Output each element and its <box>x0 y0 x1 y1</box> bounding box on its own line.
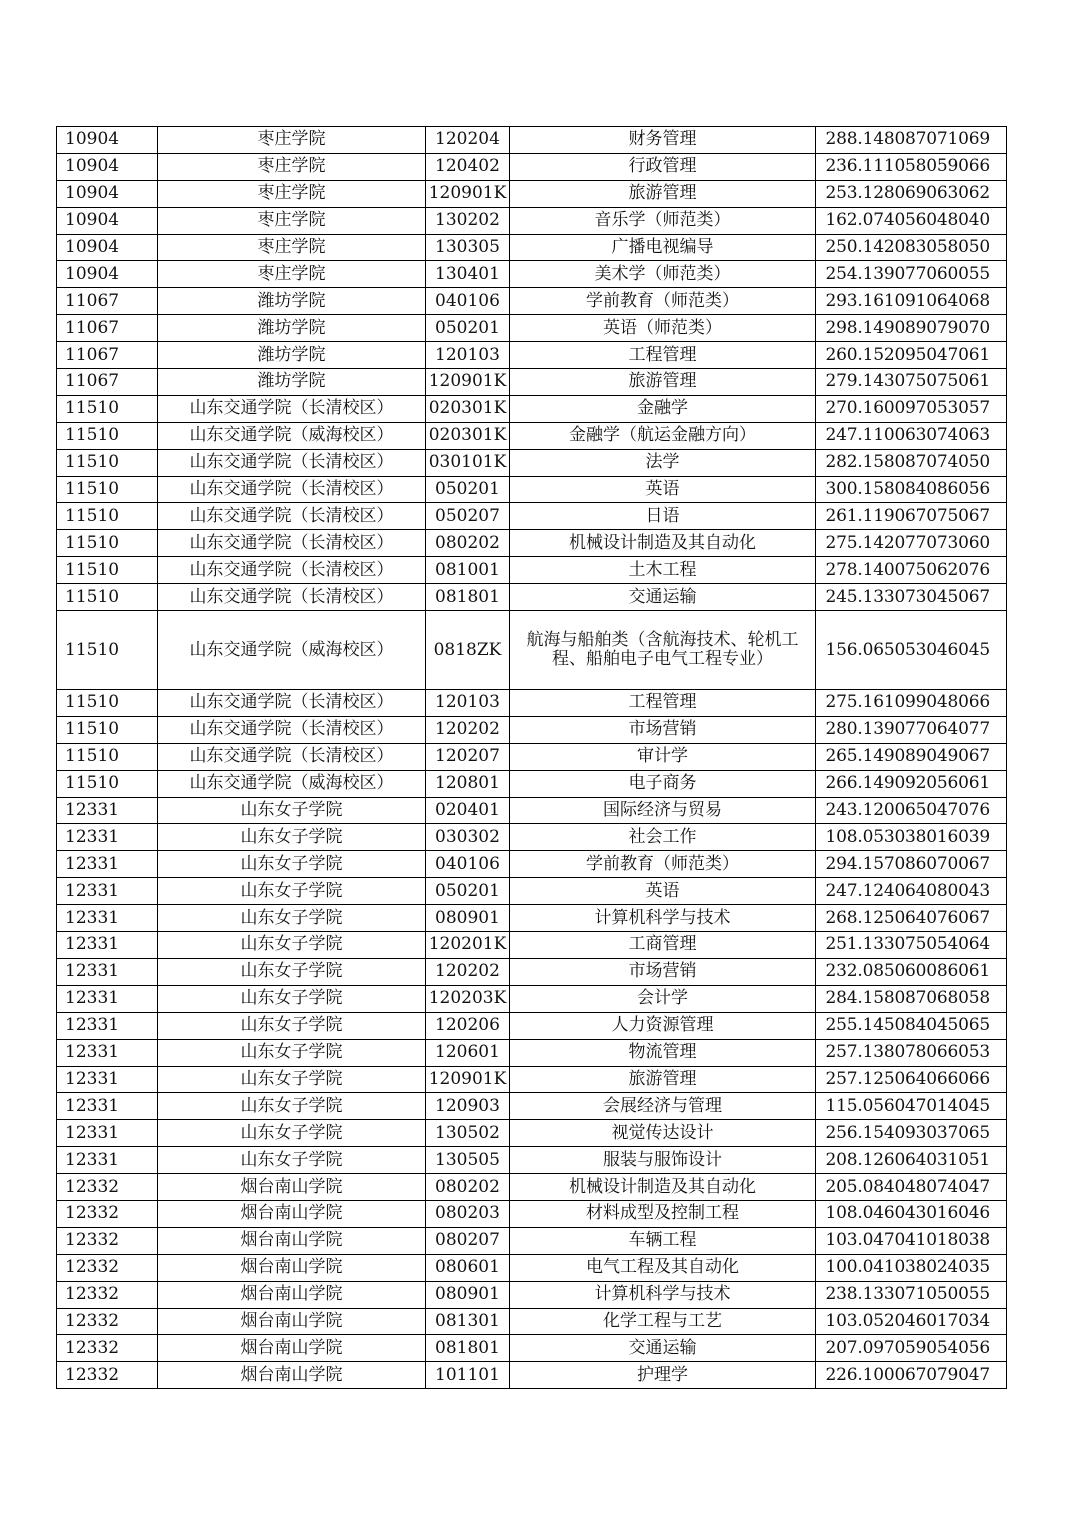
table-row <box>57 1039 1007 1066</box>
major-name-cell: 市场营销 <box>510 958 816 985</box>
major-code-cell: 120901K <box>426 1066 510 1093</box>
table-row <box>57 851 1007 878</box>
school-name-cell: 山东交通学院（长清校区） <box>158 530 426 557</box>
major-code-cell: 080202 <box>426 1174 510 1201</box>
school-name-cell: 山东交通学院（威海校区） <box>158 422 426 449</box>
table-row <box>57 584 1007 611</box>
score-cell: 294.157086070067 <box>816 851 1007 878</box>
major-code-cell: 020401 <box>426 797 510 824</box>
table-row <box>57 1012 1007 1039</box>
score-cell: 236.111058059066 <box>816 153 1007 180</box>
major-name-cell: 电子商务 <box>510 770 816 797</box>
score-cell: 162.074056048040 <box>816 207 1007 234</box>
score-cell: 280.139077064077 <box>816 716 1007 743</box>
major-code-cell: 080203 <box>426 1200 510 1227</box>
school-name-cell: 枣庄学院 <box>158 261 426 288</box>
school-code-cell: 10904 <box>57 127 158 154</box>
major-name-cell: 行政管理 <box>510 153 816 180</box>
score-cell: 288.148087071069 <box>816 127 1007 154</box>
score-cell: 284.158087068058 <box>816 985 1007 1012</box>
major-name-cell: 日语 <box>510 503 816 530</box>
school-name-cell: 山东交通学院（威海校区） <box>158 611 426 690</box>
major-name-cell: 计算机科学与技术 <box>510 905 816 932</box>
school-name-cell: 山东交通学院（长清校区） <box>158 690 426 717</box>
major-code-cell: 120903 <box>426 1093 510 1120</box>
score-cell: 245.133073045067 <box>816 584 1007 611</box>
school-code-cell: 11067 <box>57 342 158 369</box>
school-name-cell: 烟台南山学院 <box>158 1200 426 1227</box>
school-name-cell: 烟台南山学院 <box>158 1281 426 1308</box>
major-name-cell: 视觉传达设计 <box>510 1120 816 1147</box>
major-name-cell: 学前教育（师范类） <box>510 851 816 878</box>
school-name-cell: 山东交通学院（长清校区） <box>158 716 426 743</box>
school-code-cell: 12331 <box>57 905 158 932</box>
school-code-cell: 12331 <box>57 1066 158 1093</box>
major-name-cell: 美术学（师范类） <box>510 261 816 288</box>
school-code-cell: 11067 <box>57 315 158 342</box>
school-name-cell: 枣庄学院 <box>158 207 426 234</box>
major-code-cell: 080207 <box>426 1227 510 1254</box>
school-name-cell: 山东交通学院（长清校区） <box>158 557 426 584</box>
school-code-cell: 11510 <box>57 611 158 690</box>
score-cell: 270.160097053057 <box>816 395 1007 422</box>
school-code-cell: 12332 <box>57 1281 158 1308</box>
school-code-cell: 11510 <box>57 503 158 530</box>
score-cell: 278.140075062076 <box>816 557 1007 584</box>
school-name-cell: 潍坊学院 <box>158 342 426 369</box>
school-name-cell: 烟台南山学院 <box>158 1308 426 1335</box>
school-name-cell: 山东女子学院 <box>158 1093 426 1120</box>
major-code-cell: 080901 <box>426 1281 510 1308</box>
score-cell: 108.053038016039 <box>816 824 1007 851</box>
major-name-cell: 交通运输 <box>510 1335 816 1362</box>
school-name-cell: 山东女子学院 <box>158 932 426 959</box>
major-name-cell: 交通运输 <box>510 584 816 611</box>
score-cell: 115.056047014045 <box>816 1093 1007 1120</box>
school-code-cell: 12331 <box>57 958 158 985</box>
school-code-cell: 12331 <box>57 1147 158 1174</box>
score-table <box>56 126 1007 1389</box>
table-row <box>57 557 1007 584</box>
major-code-cell: 120202 <box>426 716 510 743</box>
major-name-cell: 金融学 <box>510 395 816 422</box>
score-cell: 282.158087074050 <box>816 449 1007 476</box>
school-code-cell: 12331 <box>57 1039 158 1066</box>
school-name-cell: 枣庄学院 <box>158 127 426 154</box>
school-name-cell: 山东交通学院（长清校区） <box>158 476 426 503</box>
table-row <box>57 878 1007 905</box>
major-name-cell: 计算机科学与技术 <box>510 1281 816 1308</box>
school-code-cell: 11510 <box>57 449 158 476</box>
table-row <box>57 1093 1007 1120</box>
score-cell: 266.149092056061 <box>816 770 1007 797</box>
major-name-cell: 土木工程 <box>510 557 816 584</box>
major-code-cell: 120801 <box>426 770 510 797</box>
major-code-cell: 040106 <box>426 851 510 878</box>
school-code-cell: 12331 <box>57 1120 158 1147</box>
score-cell: 103.052046017034 <box>816 1308 1007 1335</box>
major-name-cell: 材料成型及控制工程 <box>510 1200 816 1227</box>
major-code-cell: 120204 <box>426 127 510 154</box>
school-code-cell: 11510 <box>57 770 158 797</box>
major-name-cell: 护理学 <box>510 1362 816 1389</box>
table-row <box>57 180 1007 207</box>
score-cell: 226.100067079047 <box>816 1362 1007 1389</box>
major-code-cell: 020301K <box>426 422 510 449</box>
school-code-cell: 10904 <box>57 180 158 207</box>
score-cell: 260.152095047061 <box>816 342 1007 369</box>
major-name-cell: 广播电视编导 <box>510 234 816 261</box>
school-code-cell: 12332 <box>57 1200 158 1227</box>
major-code-cell: 120206 <box>426 1012 510 1039</box>
school-name-cell: 山东交通学院（长清校区） <box>158 449 426 476</box>
school-code-cell: 11510 <box>57 422 158 449</box>
school-code-cell: 11510 <box>57 584 158 611</box>
school-name-cell: 烟台南山学院 <box>158 1335 426 1362</box>
score-cell: 254.139077060055 <box>816 261 1007 288</box>
major-name-cell: 工商管理 <box>510 932 816 959</box>
table-row <box>57 1281 1007 1308</box>
major-code-cell: 080601 <box>426 1254 510 1281</box>
school-name-cell: 山东女子学院 <box>158 985 426 1012</box>
score-cell: 298.149089079070 <box>816 315 1007 342</box>
school-code-cell: 12332 <box>57 1174 158 1201</box>
score-cell: 232.085060086061 <box>816 958 1007 985</box>
score-cell: 275.142077073060 <box>816 530 1007 557</box>
score-cell: 243.120065047076 <box>816 797 1007 824</box>
table-row <box>57 503 1007 530</box>
major-name-cell: 市场营销 <box>510 716 816 743</box>
major-code-cell: 120103 <box>426 690 510 717</box>
table-row <box>57 905 1007 932</box>
table-row <box>57 932 1007 959</box>
school-code-cell: 11510 <box>57 716 158 743</box>
table-row <box>57 1066 1007 1093</box>
school-code-cell: 12331 <box>57 1093 158 1120</box>
table-row <box>57 770 1007 797</box>
score-cell: 275.161099048066 <box>816 690 1007 717</box>
major-code-cell: 120103 <box>426 342 510 369</box>
major-code-cell: 020301K <box>426 395 510 422</box>
table-row <box>57 743 1007 770</box>
score-cell: 250.142083058050 <box>816 234 1007 261</box>
school-code-cell: 10904 <box>57 153 158 180</box>
school-name-cell: 山东女子学院 <box>158 824 426 851</box>
major-code-cell: 120901K <box>426 369 510 396</box>
major-name-cell: 金融学（航运金融方向） <box>510 422 816 449</box>
table-row <box>57 530 1007 557</box>
school-name-cell: 山东交通学院（长清校区） <box>158 743 426 770</box>
score-cell: 156.065053046045 <box>816 611 1007 690</box>
major-name-cell: 会计学 <box>510 985 816 1012</box>
table-row <box>57 1174 1007 1201</box>
major-code-cell: 120402 <box>426 153 510 180</box>
table-row <box>57 315 1007 342</box>
school-name-cell: 枣庄学院 <box>158 180 426 207</box>
school-code-cell: 12331 <box>57 1012 158 1039</box>
table-row <box>57 1308 1007 1335</box>
major-name-cell: 化学工程与工艺 <box>510 1308 816 1335</box>
score-cell: 300.158084086056 <box>816 476 1007 503</box>
table-row <box>57 958 1007 985</box>
major-name-cell: 国际经济与贸易 <box>510 797 816 824</box>
major-name-cell: 学前教育（师范类） <box>510 288 816 315</box>
table-row <box>57 234 1007 261</box>
score-cell: 268.125064076067 <box>816 905 1007 932</box>
major-name-cell: 机械设计制造及其自动化 <box>510 530 816 557</box>
score-cell: 265.149089049067 <box>816 743 1007 770</box>
school-name-cell: 山东女子学院 <box>158 1147 426 1174</box>
table-row <box>57 369 1007 396</box>
school-code-cell: 11067 <box>57 369 158 396</box>
major-name-cell: 人力资源管理 <box>510 1012 816 1039</box>
major-name-cell: 车辆工程 <box>510 1227 816 1254</box>
score-cell: 257.138078066053 <box>816 1039 1007 1066</box>
school-name-cell: 潍坊学院 <box>158 315 426 342</box>
table-row <box>57 611 1007 690</box>
major-name-cell: 服装与服饰设计 <box>510 1147 816 1174</box>
score-cell: 207.097059054056 <box>816 1335 1007 1362</box>
school-name-cell: 山东女子学院 <box>158 1066 426 1093</box>
major-name-cell: 旅游管理 <box>510 369 816 396</box>
major-code-cell: 120901K <box>426 180 510 207</box>
major-code-cell: 101101 <box>426 1362 510 1389</box>
school-name-cell: 山东交通学院（威海校区） <box>158 770 426 797</box>
school-name-cell: 山东女子学院 <box>158 878 426 905</box>
school-name-cell: 烟台南山学院 <box>158 1174 426 1201</box>
major-code-cell: 120203K <box>426 985 510 1012</box>
major-name-cell: 音乐学（师范类） <box>510 207 816 234</box>
table-row <box>57 153 1007 180</box>
major-name-cell: 审计学 <box>510 743 816 770</box>
school-code-cell: 10904 <box>57 261 158 288</box>
school-name-cell: 山东交通学院（长清校区） <box>158 584 426 611</box>
major-code-cell: 040106 <box>426 288 510 315</box>
school-name-cell: 山东女子学院 <box>158 1039 426 1066</box>
major-code-cell: 080901 <box>426 905 510 932</box>
table-row <box>57 342 1007 369</box>
score-cell: 205.084048074047 <box>816 1174 1007 1201</box>
school-code-cell: 11510 <box>57 557 158 584</box>
score-cell: 257.125064066066 <box>816 1066 1007 1093</box>
table-row <box>57 127 1007 154</box>
school-name-cell: 山东女子学院 <box>158 1012 426 1039</box>
major-code-cell: 050201 <box>426 878 510 905</box>
table-row <box>57 1147 1007 1174</box>
table-row <box>57 985 1007 1012</box>
school-code-cell: 12332 <box>57 1362 158 1389</box>
major-name-cell: 电气工程及其自动化 <box>510 1254 816 1281</box>
major-name-cell: 英语（师范类） <box>510 315 816 342</box>
school-name-cell: 山东女子学院 <box>158 958 426 985</box>
major-name-cell: 财务管理 <box>510 127 816 154</box>
score-cell: 293.161091064068 <box>816 288 1007 315</box>
major-code-cell: 130202 <box>426 207 510 234</box>
score-cell: 255.145084045065 <box>816 1012 1007 1039</box>
score-cell: 100.041038024035 <box>816 1254 1007 1281</box>
major-code-cell: 081001 <box>426 557 510 584</box>
school-code-cell: 12332 <box>57 1254 158 1281</box>
school-code-cell: 10904 <box>57 234 158 261</box>
score-cell: 247.124064080043 <box>816 878 1007 905</box>
school-code-cell: 12331 <box>57 851 158 878</box>
table-row <box>57 1335 1007 1362</box>
school-code-cell: 11510 <box>57 743 158 770</box>
major-name-cell: 航海与船舶类（含航海技术、轮机工程、船舶电子电气工程专业） <box>510 611 816 690</box>
school-name-cell: 潍坊学院 <box>158 288 426 315</box>
table-row <box>57 1362 1007 1389</box>
major-name-cell: 英语 <box>510 878 816 905</box>
major-name-cell: 法学 <box>510 449 816 476</box>
table-row <box>57 1200 1007 1227</box>
major-code-cell: 050201 <box>426 315 510 342</box>
major-code-cell: 050201 <box>426 476 510 503</box>
school-code-cell: 11510 <box>57 476 158 503</box>
school-name-cell: 枣庄学院 <box>158 234 426 261</box>
major-name-cell: 物流管理 <box>510 1039 816 1066</box>
major-name-cell: 旅游管理 <box>510 180 816 207</box>
major-code-cell: 081801 <box>426 584 510 611</box>
major-code-cell: 030302 <box>426 824 510 851</box>
school-code-cell: 12332 <box>57 1335 158 1362</box>
school-name-cell: 烟台南山学院 <box>158 1254 426 1281</box>
table-row <box>57 449 1007 476</box>
score-cell: 108.046043016046 <box>816 1200 1007 1227</box>
school-code-cell: 12332 <box>57 1227 158 1254</box>
school-code-cell: 11510 <box>57 530 158 557</box>
major-code-cell: 120201K <box>426 932 510 959</box>
table-row <box>57 422 1007 449</box>
school-code-cell: 12331 <box>57 932 158 959</box>
table-row <box>57 476 1007 503</box>
table-row <box>57 1227 1007 1254</box>
major-code-cell: 120202 <box>426 958 510 985</box>
table-row <box>57 690 1007 717</box>
school-code-cell: 11510 <box>57 690 158 717</box>
school-code-cell: 12331 <box>57 824 158 851</box>
major-name-cell: 工程管理 <box>510 690 816 717</box>
table-row <box>57 288 1007 315</box>
school-code-cell: 12331 <box>57 878 158 905</box>
table-row <box>57 716 1007 743</box>
school-name-cell: 潍坊学院 <box>158 369 426 396</box>
school-name-cell: 山东女子学院 <box>158 851 426 878</box>
major-name-cell: 社会工作 <box>510 824 816 851</box>
major-code-cell: 081301 <box>426 1308 510 1335</box>
score-cell: 208.126064031051 <box>816 1147 1007 1174</box>
school-name-cell: 烟台南山学院 <box>158 1227 426 1254</box>
school-name-cell: 山东交通学院（长清校区） <box>158 503 426 530</box>
major-code-cell: 030101K <box>426 449 510 476</box>
school-code-cell: 12331 <box>57 985 158 1012</box>
school-code-cell: 10904 <box>57 207 158 234</box>
table-row <box>57 1254 1007 1281</box>
school-name-cell: 山东女子学院 <box>158 905 426 932</box>
major-code-cell: 050207 <box>426 503 510 530</box>
table-row <box>57 261 1007 288</box>
major-code-cell: 130401 <box>426 261 510 288</box>
major-name-cell: 工程管理 <box>510 342 816 369</box>
school-code-cell: 12331 <box>57 797 158 824</box>
school-name-cell: 枣庄学院 <box>158 153 426 180</box>
major-code-cell: 080202 <box>426 530 510 557</box>
major-name-cell: 会展经济与管理 <box>510 1093 816 1120</box>
score-cell: 253.128069063062 <box>816 180 1007 207</box>
table-row <box>57 1120 1007 1147</box>
major-code-cell: 0818ZK <box>426 611 510 690</box>
score-cell: 238.133071050055 <box>816 1281 1007 1308</box>
school-name-cell: 山东女子学院 <box>158 797 426 824</box>
score-cell: 251.133075054064 <box>816 932 1007 959</box>
major-name-cell: 机械设计制造及其自动化 <box>510 1174 816 1201</box>
school-name-cell: 烟台南山学院 <box>158 1362 426 1389</box>
table-row <box>57 207 1007 234</box>
school-name-cell: 山东交通学院（长清校区） <box>158 395 426 422</box>
major-name-cell: 英语 <box>510 476 816 503</box>
score-table-body <box>57 127 1007 1389</box>
school-code-cell: 11510 <box>57 395 158 422</box>
major-code-cell: 120207 <box>426 743 510 770</box>
school-name-cell: 山东女子学院 <box>158 1120 426 1147</box>
major-code-cell: 130305 <box>426 234 510 261</box>
major-code-cell: 130502 <box>426 1120 510 1147</box>
major-code-cell: 130505 <box>426 1147 510 1174</box>
score-cell: 247.110063074063 <box>816 422 1007 449</box>
major-code-cell: 081801 <box>426 1335 510 1362</box>
table-row <box>57 824 1007 851</box>
major-code-cell: 120601 <box>426 1039 510 1066</box>
school-code-cell: 11067 <box>57 288 158 315</box>
school-code-cell: 12332 <box>57 1308 158 1335</box>
score-cell: 261.119067075067 <box>816 503 1007 530</box>
score-cell: 256.154093037065 <box>816 1120 1007 1147</box>
table-row <box>57 395 1007 422</box>
score-cell: 103.047041018038 <box>816 1227 1007 1254</box>
score-cell: 279.143075075061 <box>816 369 1007 396</box>
major-name-cell: 旅游管理 <box>510 1066 816 1093</box>
table-row <box>57 797 1007 824</box>
